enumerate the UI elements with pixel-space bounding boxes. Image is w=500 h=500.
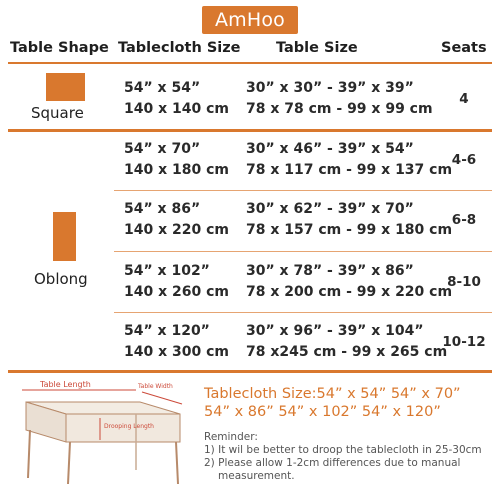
width-arrow: [142, 392, 182, 404]
row-1-cloth-in: 54” x 54”: [124, 80, 201, 96]
size-summary-line-2: 54” x 86” 54” x 102” 54” x 120”: [204, 404, 441, 420]
row-4-cloth-in: 54” x 102”: [124, 263, 210, 279]
row-1-table-in: 30” x 30” - 39” x 39”: [246, 80, 414, 96]
row-4-seats: 8-10: [447, 274, 481, 290]
row-3-table-in: 30” x 62” - 39” x 70”: [246, 201, 414, 217]
row-4-table-cm: 78 x 200 cm - 99 x 220 cm: [246, 284, 453, 300]
square-shape-swatch: [46, 73, 85, 101]
row-5-cloth-in: 54” x 120”: [124, 323, 210, 339]
header-table-size: Table Size: [276, 40, 358, 56]
row-5-table-cm: 78 x245 cm - 99 x 265 cm: [246, 344, 448, 360]
section-divider: [8, 129, 492, 132]
row-2-cloth-cm: 140 x 180 cm: [124, 162, 229, 178]
row-4-table-in: 30” x 78” - 39” x 86”: [246, 263, 414, 279]
row-2-table-in: 30” x 46” - 39” x 54”: [246, 141, 414, 157]
label-drooping-length: Drooping Length: [104, 423, 154, 430]
header-seats: Seats: [441, 40, 487, 56]
table-bottom-divider: [8, 370, 492, 373]
label-table-width: Table Width: [138, 383, 173, 390]
row-divider: [114, 251, 492, 252]
row-2-cloth-in: 54” x 70”: [124, 141, 201, 157]
row-3-table-cm: 78 x 157 cm - 99 x 180 cm: [246, 222, 453, 238]
row-5-cloth-cm: 140 x 300 cm: [124, 344, 229, 360]
row-divider: [114, 312, 492, 313]
row-3-cloth-in: 54” x 86”: [124, 201, 201, 217]
row-4-cloth-cm: 140 x 260 cm: [124, 284, 229, 300]
size-summary-line-1: Tablecloth Size:54” x 54” 54” x 70”: [204, 386, 461, 402]
table-leg: [176, 442, 178, 484]
row-1-cloth-cm: 140 x 140 cm: [124, 101, 229, 117]
row-5-seats: 10-12: [442, 334, 486, 350]
oblong-shape-swatch: [53, 212, 76, 261]
row-divider: [114, 190, 492, 191]
reminder-item-1: 1) It wil be better to droop the tablecloth in 25-30cm: [204, 444, 482, 456]
label-table-length: Table Length: [40, 380, 91, 389]
header-tablecloth-size: Tablecloth Size: [118, 40, 241, 56]
row-2-table-cm: 78 x 117 cm - 99 x 137 cm: [246, 162, 453, 178]
row-5-table-in: 30” x 96” - 39” x 104”: [246, 323, 424, 339]
row-1-seats: 4: [459, 91, 469, 107]
table-leg: [68, 442, 70, 484]
reminder-item-2: 2) Please allow 1-2cm differences due to manual: [204, 457, 461, 469]
shape-label-square: Square: [31, 104, 84, 122]
row-3-seats: 6-8: [451, 212, 477, 228]
row-1-table-cm: 78 x 78 cm - 99 x 99 cm: [246, 101, 433, 117]
header-table-shape: Table Shape: [10, 40, 109, 56]
shape-label-oblong: Oblong: [34, 270, 88, 288]
reminder-item-3: measurement.: [218, 470, 295, 482]
table-leg: [28, 430, 30, 478]
brand-logo: AmHoo: [202, 6, 298, 34]
reminder-title: Reminder:: [204, 431, 258, 443]
header-divider: [8, 62, 492, 64]
tablecloth-diagram: [12, 376, 192, 486]
row-2-seats: 4-6: [451, 152, 477, 168]
row-3-cloth-cm: 140 x 220 cm: [124, 222, 229, 238]
